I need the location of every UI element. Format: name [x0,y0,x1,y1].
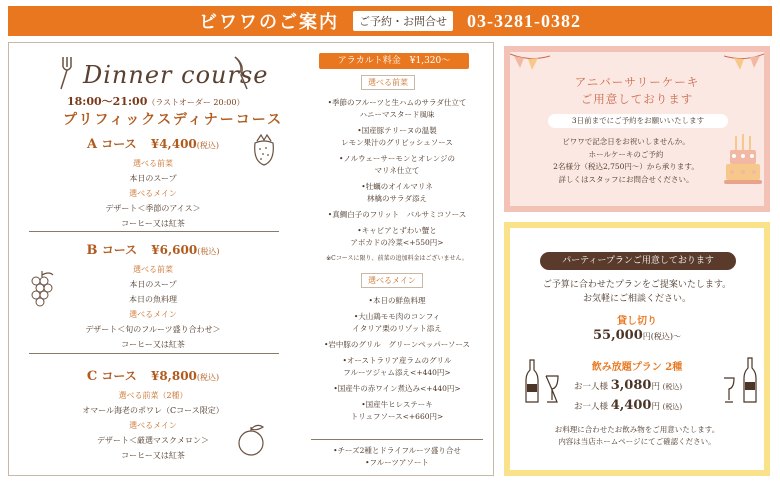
anniversary-notice-bar: 3日前までにご予約をお願いいたします [548,114,728,128]
course-label: コース [101,137,137,151]
course-line: 選べるメイン [129,189,177,198]
course-price: ¥8,800 [150,369,197,383]
dessert-list [305,445,489,473]
anniversary-inner [510,52,764,206]
course-letter: B [86,243,98,258]
party-plan-pill: パーティープランご用意しております [540,252,736,270]
last-order: （ラストオーダー 20:00） [147,98,245,107]
page-title: ビワワのご案内 [199,12,339,33]
list-item: •オーストラリア産ラムのグリル フルーツジャム添え<+440円> [342,356,452,377]
course-letter: A [86,137,98,152]
dinner-time [67,93,244,109]
drink-plan-label: お一人様 [574,382,609,392]
reservation-badge: ご予約・お問合せ [353,11,453,31]
list-item: •岩中豚のグリル グリーンペッパーソース [323,340,471,349]
course-line: 選べるメイン [129,310,177,319]
drink-plan-suffix: 円 [651,402,660,412]
alacarte-column [305,43,489,475]
drink-plan-title: 飲み放題プラン 2種 [591,362,683,373]
course-tax: (税込) [196,373,220,382]
party-intro [510,278,764,306]
party-inner [510,228,764,470]
drink-plan-price: 4,400 [610,398,652,413]
header-bar [8,6,772,36]
course-line: 本日の魚料理 [129,295,177,304]
course-b-head [9,241,297,258]
list-item: •真鯛白子のフリット バルサミコソース [327,210,467,219]
course-c-head [9,367,297,384]
course-line: 選べる前菜 [133,265,173,274]
course-label: コース [101,369,137,383]
drink-plan-price: 3,080 [610,378,652,393]
strawberry-icon [249,131,279,167]
mains-label: 選べるメイン [361,273,423,288]
course-tax: (税込) [196,141,220,150]
course-line: デザート＜厳選マスクメロン＞ [97,436,209,445]
party-intro-line: お気軽にご相談ください。 [582,294,691,304]
anniversary-cake-panel [504,46,770,212]
course-line: コーヒー又は紅茶 [121,219,185,228]
course-label: コース [101,243,138,257]
private-rental-price [510,328,764,343]
bunting-right-icon [724,52,764,72]
cake-icon [724,134,762,192]
anniversary-title-line: ご用意しております [580,92,694,106]
list-item: •チーズ2種とドライフルーツ盛り合せ [333,446,461,455]
course-line: 本日のスープ [129,174,177,183]
course-price: ¥4,400 [150,137,197,151]
dinner-hours: 18:00〜21:00 [67,95,148,108]
drink-plan-tax: (税込) [662,403,683,411]
orange-icon [233,423,269,459]
dessert-divider [311,439,483,440]
rental-price-suffix: 円(税込)〜 [642,332,681,341]
course-line: デザート＜季節のアイス＞ [105,204,201,213]
mains-list [305,295,489,427]
list-item: •キャビアとずわい蟹と アボカドの冷菜<+550円> [350,226,444,247]
list-item: •国産牛の赤ワイン煮込み<+440円> [333,384,461,393]
party-foot-line: お料理に合わせたお飲み物をご用意いたします。 [554,425,720,434]
course-tax: (税込) [197,247,220,256]
anniversary-body-line: ビワワで記念日をお祝いしませんか。 [562,137,690,146]
course-column [9,43,297,475]
anniversary-body-line: ホールケーキのご予約 [588,149,664,159]
party-footer [510,424,764,448]
drink-plan-row [574,398,714,413]
starters-list [305,97,489,262]
course-letter: C [86,369,98,384]
drink-plan-tax: (税込) [662,383,683,391]
course-line: 選べる前菜（2種） [118,391,188,400]
course-line: デザート＜旬のフルーツ盛り合わせ＞ [85,325,221,334]
private-rental-title: 貸し切り [617,316,657,327]
grapes-icon [27,269,57,313]
course-divider [29,353,279,354]
course-line: コーヒー又は紅茶 [121,340,185,349]
anniversary-title-line: アニバーサリーケーキ [574,75,700,89]
course-line: 選べる前菜 [133,159,173,168]
drink-plan-label: お一人様 [574,402,609,412]
prix-fixe-title: プリフィックスディナーコース [63,112,284,128]
list-item: •国産牛ヒレステーキ トリュフソース<+660円> [350,400,444,421]
course-price: ¥6,600 [151,243,198,257]
rental-price-value: 55,000 [592,328,643,343]
course-line: オマール海老のポワレ（Cコース限定） [82,406,224,415]
list-item: •フルーツアソート [365,458,429,467]
list-item: •国産豚テリーヌの温製 レモン果汁のグリビッシュソース [341,126,453,147]
course-line: 選べるメイン [129,421,177,430]
alacarte-price-pill: アラカルト料金 ¥1,320〜 [319,53,469,69]
wine-bottle-glass-icon [522,356,562,406]
party-foot-line: 内容は当店ホームページにてご確認ください。 [558,437,716,446]
anniversary-body [526,136,726,186]
phone-number[interactable]: 03-3281-0382 [467,10,581,31]
bunting-left-icon [510,52,550,72]
list-item: •牡蠣のオイルマリネ 林檎のサラダ添え [361,182,433,203]
list-item: •季節のフルーツと生ハムのサラダ仕立て ハニーマスタード風味 [327,98,467,119]
starters-note: ※Cコースに限り、前菜の追加料金はございません。 [326,255,468,262]
knife-icon [231,55,251,91]
drink-plan-suffix: 円 [651,382,660,392]
party-plan-panel [504,222,770,476]
anniversary-title [510,74,764,108]
list-item: •本日の鮮魚料理 [368,296,426,305]
course-line: コーヒー又は紅茶 [121,451,185,460]
party-intro-line: ご予算に合わせたプランをご提案いたします。 [542,280,732,290]
anniversary-body-line: 2名様分（税込2,750円〜）から承ります。 [553,162,699,171]
anniversary-body-line: 詳しくはスタッフにお問合せください。 [558,174,694,184]
starters-label: 選べる前菜 [361,75,415,90]
drink-plan-row [574,378,714,393]
dinner-course-script: Dinner course [83,61,269,89]
course-divider [29,231,279,232]
list-item: •大山鶏モモ肉のコンフィ イタリア栗のリゾット添え [352,312,442,333]
dinner-menu-panel [8,42,494,476]
fork-icon [55,55,79,91]
list-item: •ノルウェーサーモンとオレンジの マリネ仕立て [339,154,455,175]
course-line: 本日のスープ [129,280,177,289]
wine-glass-bottle-icon [722,356,762,406]
